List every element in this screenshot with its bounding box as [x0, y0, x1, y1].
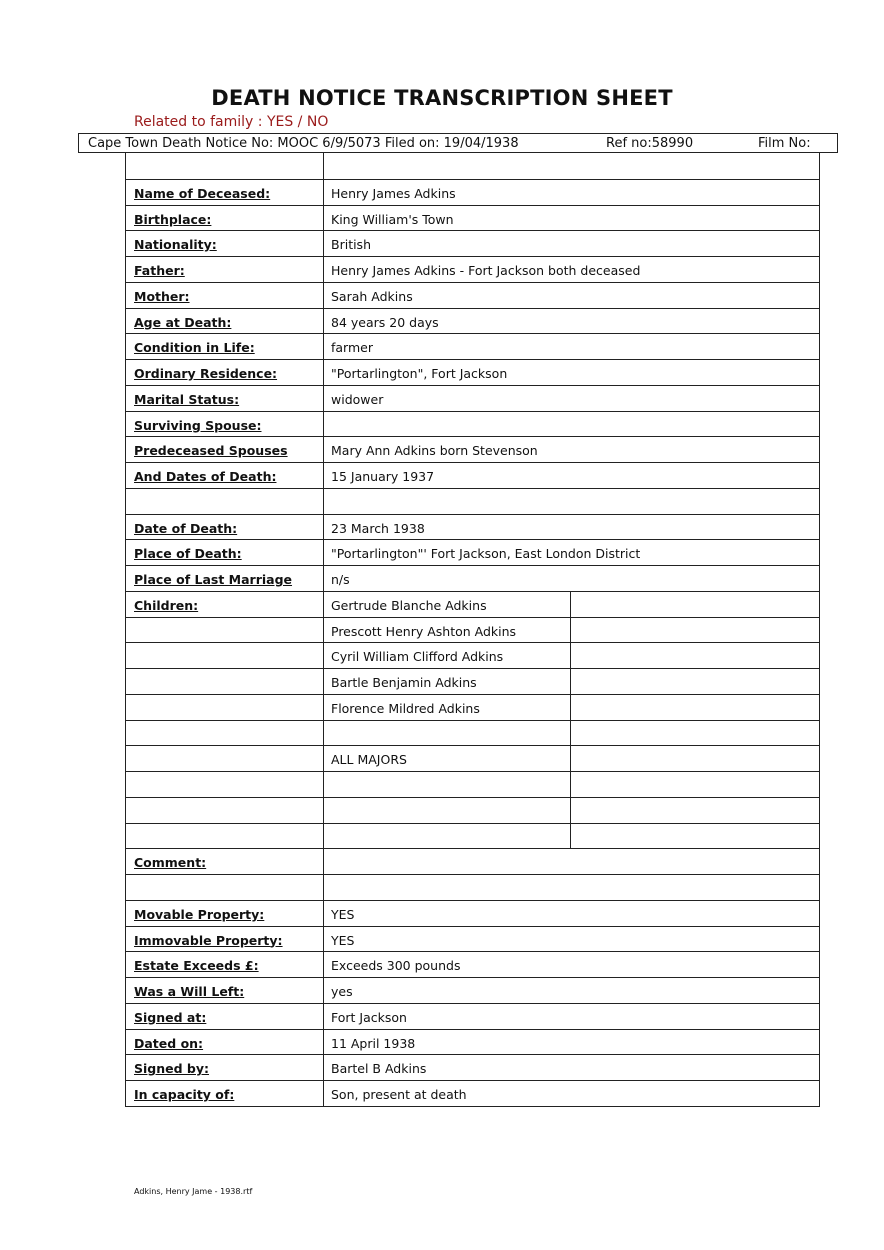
table-row — [126, 771, 819, 797]
document-title: DEATH NOTICE TRANSCRIPTION SHEET — [211, 86, 673, 110]
film-number: Film No: — [758, 136, 811, 151]
field-label: Dated on: — [126, 1030, 324, 1055]
table-row — [126, 436, 819, 462]
field-value: Fort Jackson — [331, 1009, 407, 1025]
field-value: Prescott Henry Ashton Adkins — [324, 618, 571, 643]
footer-filename: Adkins, Henry Jame - 1938.rtf — [134, 1187, 253, 1196]
field-value: King William's Town — [331, 211, 454, 227]
field-label: Predeceased Spouses — [126, 437, 324, 462]
table-row — [126, 411, 819, 437]
field-value — [324, 412, 819, 437]
field-label — [126, 153, 324, 179]
field-value: ALL MAJORS — [324, 746, 571, 771]
table-row — [126, 282, 819, 308]
field-value: farmer — [331, 340, 373, 356]
table-row — [126, 668, 819, 694]
field-label: Age at Death: — [126, 309, 324, 334]
empty-cell — [571, 824, 819, 849]
table-row — [126, 488, 819, 514]
field-value: 15 January 1937 — [331, 469, 435, 484]
related-to-family: Related to family : YES / NO — [134, 114, 329, 130]
field-label: Name of Deceased: — [126, 180, 324, 205]
table-row — [126, 462, 819, 488]
field-value: widower — [331, 391, 384, 407]
field-label: Comment: — [126, 849, 324, 874]
field-label — [126, 643, 324, 668]
field-value: Florence Mildred Adkins — [324, 695, 571, 720]
field-label: Birthplace: — [126, 206, 324, 231]
field-value — [324, 153, 819, 179]
field-label: Children: — [126, 592, 324, 617]
table-row — [126, 591, 819, 617]
table-row — [126, 617, 819, 643]
table-row — [126, 951, 819, 977]
table-row — [126, 797, 819, 823]
table-row — [126, 926, 819, 952]
field-value — [324, 489, 819, 514]
field-value: 11 April 1938 — [331, 1035, 416, 1051]
field-value — [324, 798, 571, 823]
field-label: Nationality: — [126, 231, 324, 256]
table-row — [126, 977, 819, 1003]
table-row — [126, 1054, 819, 1080]
table-row — [126, 823, 819, 849]
table-row — [126, 205, 819, 231]
table-row — [126, 256, 819, 282]
empty-cell — [571, 669, 819, 694]
field-value: Sarah Adkins — [331, 288, 413, 304]
empty-cell — [571, 721, 819, 746]
table-row — [126, 333, 819, 359]
table-row — [126, 848, 819, 874]
field-value: YES — [331, 932, 355, 948]
field-label: Surviving Spouse: — [126, 412, 324, 437]
field-label: Signed at: — [126, 1004, 324, 1029]
field-label: Condition in Life: — [126, 334, 324, 359]
field-value: Bartle Benjamin Adkins — [324, 669, 571, 694]
table-row — [126, 539, 819, 565]
field-label — [126, 721, 324, 746]
empty-cell — [571, 746, 819, 771]
field-label — [126, 746, 324, 771]
field-value — [324, 824, 571, 849]
table-row — [126, 900, 819, 926]
field-value: 23 March 1938 — [331, 520, 425, 536]
field-value: Bartel B Adkins — [331, 1061, 427, 1077]
field-value: YES — [331, 906, 355, 922]
field-label: Was a Will Left: — [126, 978, 324, 1003]
table-row — [126, 179, 819, 205]
field-label — [126, 669, 324, 694]
table-row — [126, 1080, 819, 1106]
field-value: "Portarlington"' Fort Jackson, East London District — [331, 546, 641, 562]
field-label: Date of Death: — [126, 515, 324, 540]
death-notice-number: Cape Town Death Notice No: MOOC 6/9/5073 Filed on: 19/04/1938 — [88, 136, 519, 151]
table-row — [126, 745, 819, 771]
field-value: British — [331, 237, 371, 253]
field-label — [126, 824, 324, 849]
empty-cell — [571, 618, 819, 643]
field-label: Estate Exceeds £: — [126, 952, 324, 977]
field-label: Signed by: — [126, 1055, 324, 1080]
empty-cell — [571, 695, 819, 720]
field-value — [324, 772, 571, 797]
field-label: And Dates of Death: — [126, 463, 324, 488]
field-label: In capacity of: — [126, 1081, 324, 1106]
table-row — [126, 1003, 819, 1029]
field-label — [126, 798, 324, 823]
reference-number: Ref no:58990 — [606, 136, 694, 151]
empty-cell — [571, 643, 819, 668]
field-label — [126, 618, 324, 643]
empty-cell — [571, 798, 819, 823]
field-label: Immovable Property: — [126, 927, 324, 952]
empty-cell — [571, 592, 819, 617]
table-row — [126, 308, 819, 334]
table-row — [126, 385, 819, 411]
field-value — [324, 875, 819, 900]
field-value: Henry James Adkins - Fort Jackson both deceased — [331, 263, 641, 278]
field-label: Father: — [126, 257, 324, 282]
field-label — [126, 695, 324, 720]
field-label: Movable Property: — [126, 901, 324, 926]
field-value — [324, 849, 819, 874]
field-value — [324, 721, 571, 746]
field-label: Mother: — [126, 283, 324, 308]
field-label: Place of Last Marriage — [126, 566, 324, 591]
empty-cell — [571, 772, 819, 797]
table-row — [126, 642, 819, 668]
reference-box — [78, 133, 838, 153]
field-value: 84 years 20 days — [331, 314, 439, 330]
field-label — [126, 489, 324, 514]
table-row — [126, 720, 819, 746]
field-value: "Portarlington", Fort Jackson — [331, 366, 508, 381]
field-value: Exceeds 300 pounds — [331, 958, 461, 974]
table-row — [126, 694, 819, 720]
table-row — [126, 153, 819, 179]
table-row — [126, 874, 819, 900]
field-value: Gertrude Blanche Adkins — [324, 592, 571, 617]
field-label: Ordinary Residence: — [126, 360, 324, 385]
field-value: Henry James Adkins — [331, 185, 456, 201]
field-label — [126, 875, 324, 900]
table-row — [126, 359, 819, 385]
table-row — [126, 1029, 819, 1055]
field-value: n/s — [331, 572, 350, 587]
field-value: Cyril William Clifford Adkins — [324, 643, 571, 668]
table-row — [126, 514, 819, 540]
field-value: Mary Ann Adkins born Stevenson — [331, 443, 538, 459]
field-label — [126, 772, 324, 797]
table-row — [126, 565, 819, 591]
field-value: Son, present at death — [331, 1087, 467, 1102]
field-value: yes — [331, 984, 353, 999]
field-label: Place of Death: — [126, 540, 324, 565]
table-row — [126, 230, 819, 256]
field-label: Marital Status: — [126, 386, 324, 411]
transcription-table — [125, 153, 820, 1107]
